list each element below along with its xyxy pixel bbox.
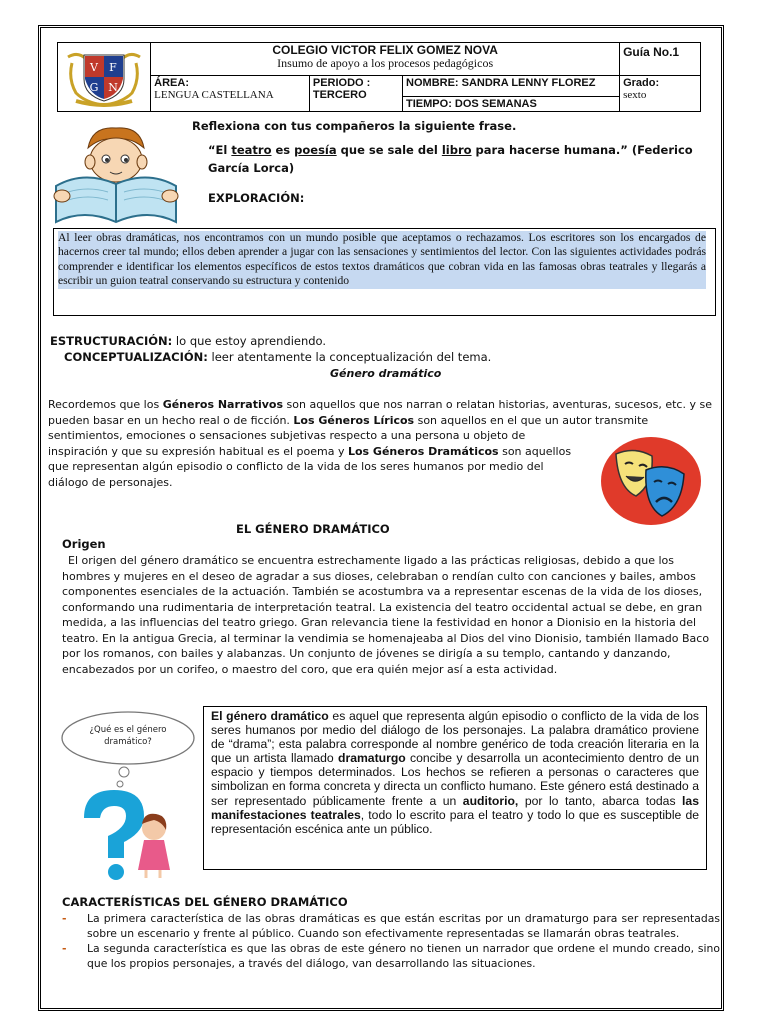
thought-bubble-text: ¿Qué es el género — [89, 725, 167, 735]
structuring-label: ESTRUCTURACIÓN: — [50, 334, 173, 348]
quote-part: para hacerse humana.” (Federico García Lorca) — [208, 143, 693, 175]
thinking-girl-illustration — [54, 708, 204, 880]
boy-reading-illustration — [48, 126, 184, 226]
definition-part: es aquel que representa algún episodio o conflicto de la vida de los seres humanos por medio del diálogo de los personajes. La palabra dramático proviene de “drama”; esta palabra corresponde al nombre genérico de toda creación literaria en la que un artista llamado — [211, 709, 700, 766]
area-label: ÁREA: — [154, 77, 190, 89]
conceptualization-text: leer atentamente la conceptualización del tema. — [207, 350, 492, 364]
header-table — [57, 42, 701, 112]
quote-word-libro: libro — [441, 143, 472, 157]
exploration-title: EXPLORACIÓN: — [208, 191, 305, 205]
characteristics-title: CARACTERÍSTICAS DEL GÉNERO DRAMÁTICO — [62, 895, 348, 909]
quote-part: que se sale del — [336, 143, 442, 157]
genres-text: son aquellos en el que un autor transmite sentimientos, emociones o sensaciones subjetivas respecto a una persona u objeto de inspiración y que su expresión habitual es el poema y — [48, 413, 649, 458]
section-subtitle: Género dramático — [330, 367, 442, 380]
genres-text: son aquellos que nos narran o relatan historias, aventuras, sucesos, etc. y se pueden basar en un hecho real o de ficción. — [48, 398, 712, 427]
time-label: TIEMPO: DOS SEMANAS — [406, 98, 537, 110]
grade-cell — [620, 76, 701, 112]
logo-cell — [58, 43, 151, 112]
grade-label: Grado: — [623, 77, 660, 89]
school-name: COLEGIO VICTOR FELIX GOMEZ NOVA — [272, 43, 498, 57]
definition-part: por lo tanto, abarca todas — [518, 793, 683, 808]
crest-letter-3: G — [89, 80, 99, 94]
crest-letter-4: N — [108, 80, 118, 94]
quote-part: es — [271, 143, 295, 157]
time-cell — [403, 97, 620, 112]
genres-text: son aquellos que representan algún episodio o conflicto de la vida de los seres humanos por medio del diálogo de personajes. — [48, 444, 572, 489]
structuring-text: lo que estoy aprendiendo. — [172, 334, 327, 348]
crest-letter-1: V — [90, 60, 99, 74]
guide-cell — [620, 43, 701, 76]
conceptualization-line — [64, 350, 491, 366]
period-cell — [309, 76, 402, 112]
definition-bold-manifestaciones: las manifestaciones teatrales — [211, 793, 699, 822]
quote-word-poesia: poesía — [294, 143, 337, 157]
period-label: PERIODO : — [312, 77, 371, 89]
definition-text — [211, 709, 699, 836]
characteristics-list — [60, 911, 720, 971]
definition-part: concibe y desarrolla un acontecimiento dentro de un espacio y tiempos determinados. Los hechos se refieren a personas o caracteres que simbolizan en forma concreta y directa un conflicto humano. Este género está destinado a ser representado públicamente frente a un — [211, 751, 699, 808]
area-cell — [151, 76, 310, 112]
name-cell — [403, 76, 620, 97]
origin-heading: Origen — [62, 537, 106, 551]
reflection-intro: Reflexiona con tus compañeros la siguiente frase. — [192, 119, 517, 133]
characteristic-item: - La segunda característica es que las obras de este género no tienen un narrador que ordene el mundo creado, sino que los propios personajes, a través del diálogo, van desarrollando las situaciones. — [60, 941, 720, 971]
crest-letter-2: F — [109, 60, 117, 74]
genres-text: Recordemos que los — [48, 398, 163, 411]
period-value: TERCERO — [312, 89, 367, 101]
characteristic-item: - La primera característica de las obras dramáticas es que están escritas por un dramaturgo para ser representadas sobre un escenario y frente al público. Cuando son efectivamente representadas se llamarán obras teatrales. — [60, 911, 720, 941]
genres-bold-dramaticos: Los Géneros Dramáticos — [347, 444, 499, 458]
quote-part: “El — [208, 143, 232, 157]
genres-bold-narrativos: Géneros Narrativos — [162, 398, 284, 411]
grade-value: sexto — [623, 89, 647, 101]
genres-bold-liricos: Los Géneros Líricos — [293, 413, 415, 427]
definition-bold-auditorio: auditorio, — [462, 793, 519, 808]
teacher-name: NOMBRE: SANDRA LENNY FLOREZ — [406, 77, 596, 89]
definition-bold-genero: El género dramático — [211, 709, 329, 723]
conceptualization-label: CONCEPTUALIZACIÓN: — [64, 350, 208, 364]
guide-number: Guía No.1 — [623, 45, 680, 59]
school-crest-icon — [66, 45, 142, 107]
definition-bold-dramaturgo: dramaturgo — [338, 751, 406, 766]
exploration-text: Al leer obras dramáticas, nos encontramos con un mundo posible que aceptamos o rechazamos. Los escritores son los encargados de hacernos creer tal mundo; ellos deben aprender a jugar con las sensaciones y sentimientos del lector. Con las siguientes actividades podrás comprender e identificar los elementos específicos de estos textos dramáticos que cobran vida en las famosas obras teatrales y llegarás a escribir un guion teatral conservando su estructura y contenido — [58, 231, 706, 288]
area-value: LENGUA CASTELLANA — [154, 89, 274, 101]
reflection-quote — [208, 141, 720, 177]
theatre-masks-icon — [600, 436, 702, 526]
school-cell — [151, 43, 620, 76]
structuring-line — [50, 334, 326, 350]
quote-word-teatro: teatro — [231, 143, 272, 157]
school-subtitle: Insumo de apoyo a los procesos pedagógicos — [277, 56, 494, 70]
origin-paragraph: El origen del género dramático se encuentra estrechamente ligado a las prácticas religiosas, debido a que los hombres y mujeres en el deseo de agradar a sus dioses, celebraban o rendían culto con canciones y bailes, ambos componentes esenciales de la actuación. También se acostumbra va a representar escenas de la vida de los dioses, conformando una rudimentaria de interpretación teatral. La existencia del teatro occidental actual se debe, en gran medida, a las influencias del teatro griego. Gran relevancia tiene la festividad en honor a Dionisio en la historia del teatro. En la antigua Grecia, al terminar la vendimia se homenajeaba al Dios del vino Dionisio, también llamado Baco por los romanos, con bailes y alabanzas. Un conjunto de jóvenes se dirigía a su templo, cantando y danzando, encabezados por un corifeo, o maestro del coro, que era quién mejor así a esta actividad. — [62, 554, 710, 676]
definition-part: , todo lo escrito para el teatro y todo lo que es susceptible de representación escénica ante un público. — [211, 807, 700, 836]
thought-bubble-text-2: dramático? — [104, 737, 152, 747]
origin-section-title: EL GÉNERO DRAMÁTICO — [236, 522, 390, 536]
